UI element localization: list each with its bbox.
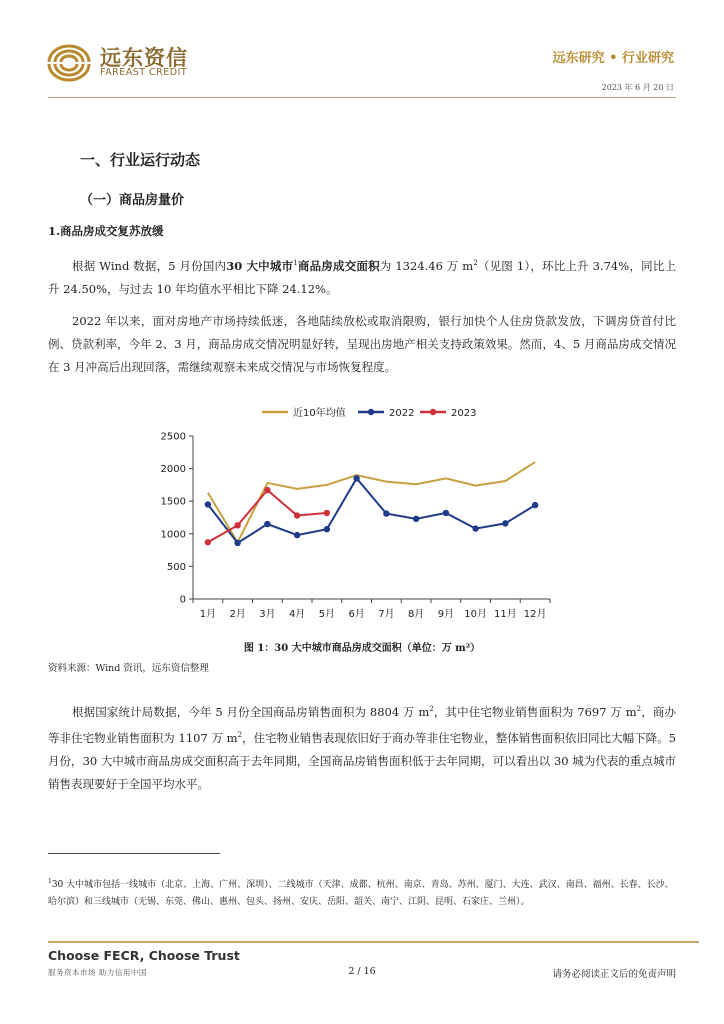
y-tick-label: 1000 bbox=[160, 529, 186, 541]
p3-text-b: ，其中住宅物业销售面积为 7697 万 m bbox=[433, 704, 637, 719]
legend-label: 2023 bbox=[451, 408, 477, 419]
fareast-logo-icon bbox=[44, 42, 94, 82]
company-name-en: FAREAST CREDIT bbox=[100, 67, 188, 78]
p1-text-b: 为 1324.46 万 m bbox=[379, 258, 474, 273]
p1-bold-cities: 30 大中城市 bbox=[226, 258, 294, 273]
legend-label: 2022 bbox=[389, 408, 415, 419]
legend-marker bbox=[430, 409, 436, 415]
p1-text-c: （见图 1），环比上升 3.74%，同比上升 24.50%，与过去 10 年均值水平相比下降 24.12%。 bbox=[48, 258, 676, 296]
heading-level2: （一）商品房量价 bbox=[80, 193, 185, 208]
series-point-1 bbox=[205, 501, 211, 507]
x-tick-label: 1月 bbox=[199, 609, 217, 620]
series-point-2 bbox=[294, 512, 300, 518]
x-tick-label: 3月 bbox=[259, 609, 276, 620]
footer-slogan: Choose FECR, Choose Trust bbox=[48, 948, 240, 963]
p3-text-a: 根据国家统计局数据，今年 5 月份全国商品房销售面积为 8804 万 m bbox=[72, 704, 430, 719]
p3-text-d: ，住宅物业销售表现依旧好于商办等非住宅物业，整体销售面积依旧同比大幅下降。5 月份，30 大中城市商品房成交面积高于去年同期，全国商品房销售面积低于去年同期，可以看出以 30 城为代表的重点城市销售表现要好于全国平均水平。 bbox=[48, 730, 677, 791]
footnote-text: 30 大中城市包括一线城市（北京、上海、广州、深圳）、二线城市（天津、成都、杭州、南京、青岛、苏州、厦门、大连、武汉、南昌、福州、长春、长沙、哈尔滨）和三线城市（无锡、东莞、佛山、惠州、包头、扬州、安庆、岳阳、韶关、南宁、江阴、昆明、石家庄、兰州）。 bbox=[48, 880, 674, 907]
legend-marker bbox=[368, 409, 374, 415]
p1-bold-area: 商品房成交面积 bbox=[297, 258, 380, 273]
series-point-1 bbox=[502, 520, 508, 526]
y-tick-label: 2500 bbox=[160, 431, 186, 443]
x-tick-label: 5月 bbox=[318, 609, 336, 620]
x-tick-label: 2月 bbox=[229, 609, 246, 620]
series-point-1 bbox=[353, 475, 359, 481]
section-label: 远东研究 • 行业研究 bbox=[552, 51, 674, 66]
p1-text-a: 根据 Wind 数据，5 月份国内 bbox=[72, 258, 227, 273]
figure-source: 资料来源：Wind 资讯，远东资信整理 bbox=[48, 663, 209, 674]
company-name-cn: 远东资信 bbox=[100, 46, 188, 70]
y-tick-label: 0 bbox=[179, 594, 186, 606]
page-number: 2 / 16 bbox=[348, 966, 376, 977]
series-point-1 bbox=[234, 540, 240, 546]
x-tick-label: 4月 bbox=[288, 609, 306, 620]
x-tick-label: 11月 bbox=[494, 609, 517, 620]
x-tick-label: 9月 bbox=[437, 609, 455, 620]
heading-level1: 一、行业运行动态 bbox=[80, 151, 201, 169]
series-point-1 bbox=[294, 532, 300, 538]
y-tick-label: 1500 bbox=[160, 496, 186, 508]
report-date: 2023 年 6 月 20 日 bbox=[601, 83, 674, 92]
x-tick-label: 7月 bbox=[378, 609, 395, 620]
heading-level3: 1.商品房成交复苏放缓 bbox=[48, 224, 164, 238]
footnote-ref[interactable]: 1 bbox=[293, 259, 298, 267]
x-tick-label: 8月 bbox=[407, 609, 425, 620]
series-point-1 bbox=[383, 510, 389, 516]
p3-sup-2: 2 bbox=[636, 705, 642, 713]
series-point-2 bbox=[264, 487, 270, 493]
figure-caption: 图 1：30 大中城市商品房成交面积（单位：万 m²） bbox=[243, 643, 481, 654]
series-line-2 bbox=[208, 490, 327, 542]
footer-subslogan: 服务资本市场 助力信用中国 bbox=[48, 968, 147, 977]
p3-sup-1: 2 bbox=[429, 705, 434, 713]
line-chart bbox=[150, 398, 570, 630]
header-divider bbox=[48, 97, 676, 98]
footnote-divider bbox=[48, 853, 220, 854]
x-tick-label: 10月 bbox=[464, 609, 487, 620]
footer-disclaimer: 请务必阅读正文后的免责声明 bbox=[552, 969, 676, 980]
series-point-2 bbox=[234, 522, 240, 528]
paragraph-3 bbox=[48, 698, 676, 796]
x-tick-label: 6月 bbox=[348, 609, 365, 620]
series-line-1 bbox=[208, 478, 535, 543]
p3-sup-3: 2 bbox=[237, 730, 243, 739]
footer-divider bbox=[48, 941, 699, 943]
p3-text-c: ，商办等非住宅物业销售面积为 1107 万 m bbox=[48, 704, 677, 745]
series-point-2 bbox=[324, 510, 330, 516]
series-point-1 bbox=[532, 502, 538, 508]
footnote bbox=[48, 873, 678, 911]
series-point-1 bbox=[324, 526, 330, 532]
p1-sup: 2 bbox=[473, 259, 478, 267]
paragraph-2: 2022 年以来，面对房地产市场持续低迷，各地陆续放松或取消限购，银行加快个人住房贷款发放，下调房贷首付比例、贷款利率，今年 2、3 月，商品房成交情况明显好转，呈现出房地产相关支持政策效果。然而，4、5 月商品房成交情况在 3 月冲高后出现回落，需继续观察未来成交情况与市场恢复程度。 bbox=[48, 314, 676, 374]
series-point-1 bbox=[472, 525, 478, 531]
series-point-1 bbox=[264, 521, 270, 527]
legend-label: 近10年均值 bbox=[293, 408, 346, 419]
series-point-2 bbox=[205, 539, 211, 545]
footnote-mark: 1 bbox=[48, 878, 52, 885]
x-tick-label: 12月 bbox=[523, 609, 547, 620]
paragraph-1 bbox=[48, 252, 676, 301]
series-point-1 bbox=[413, 516, 419, 522]
y-tick-label: 2000 bbox=[160, 464, 186, 476]
series-point-1 bbox=[443, 510, 449, 516]
y-tick-label: 500 bbox=[166, 561, 186, 573]
